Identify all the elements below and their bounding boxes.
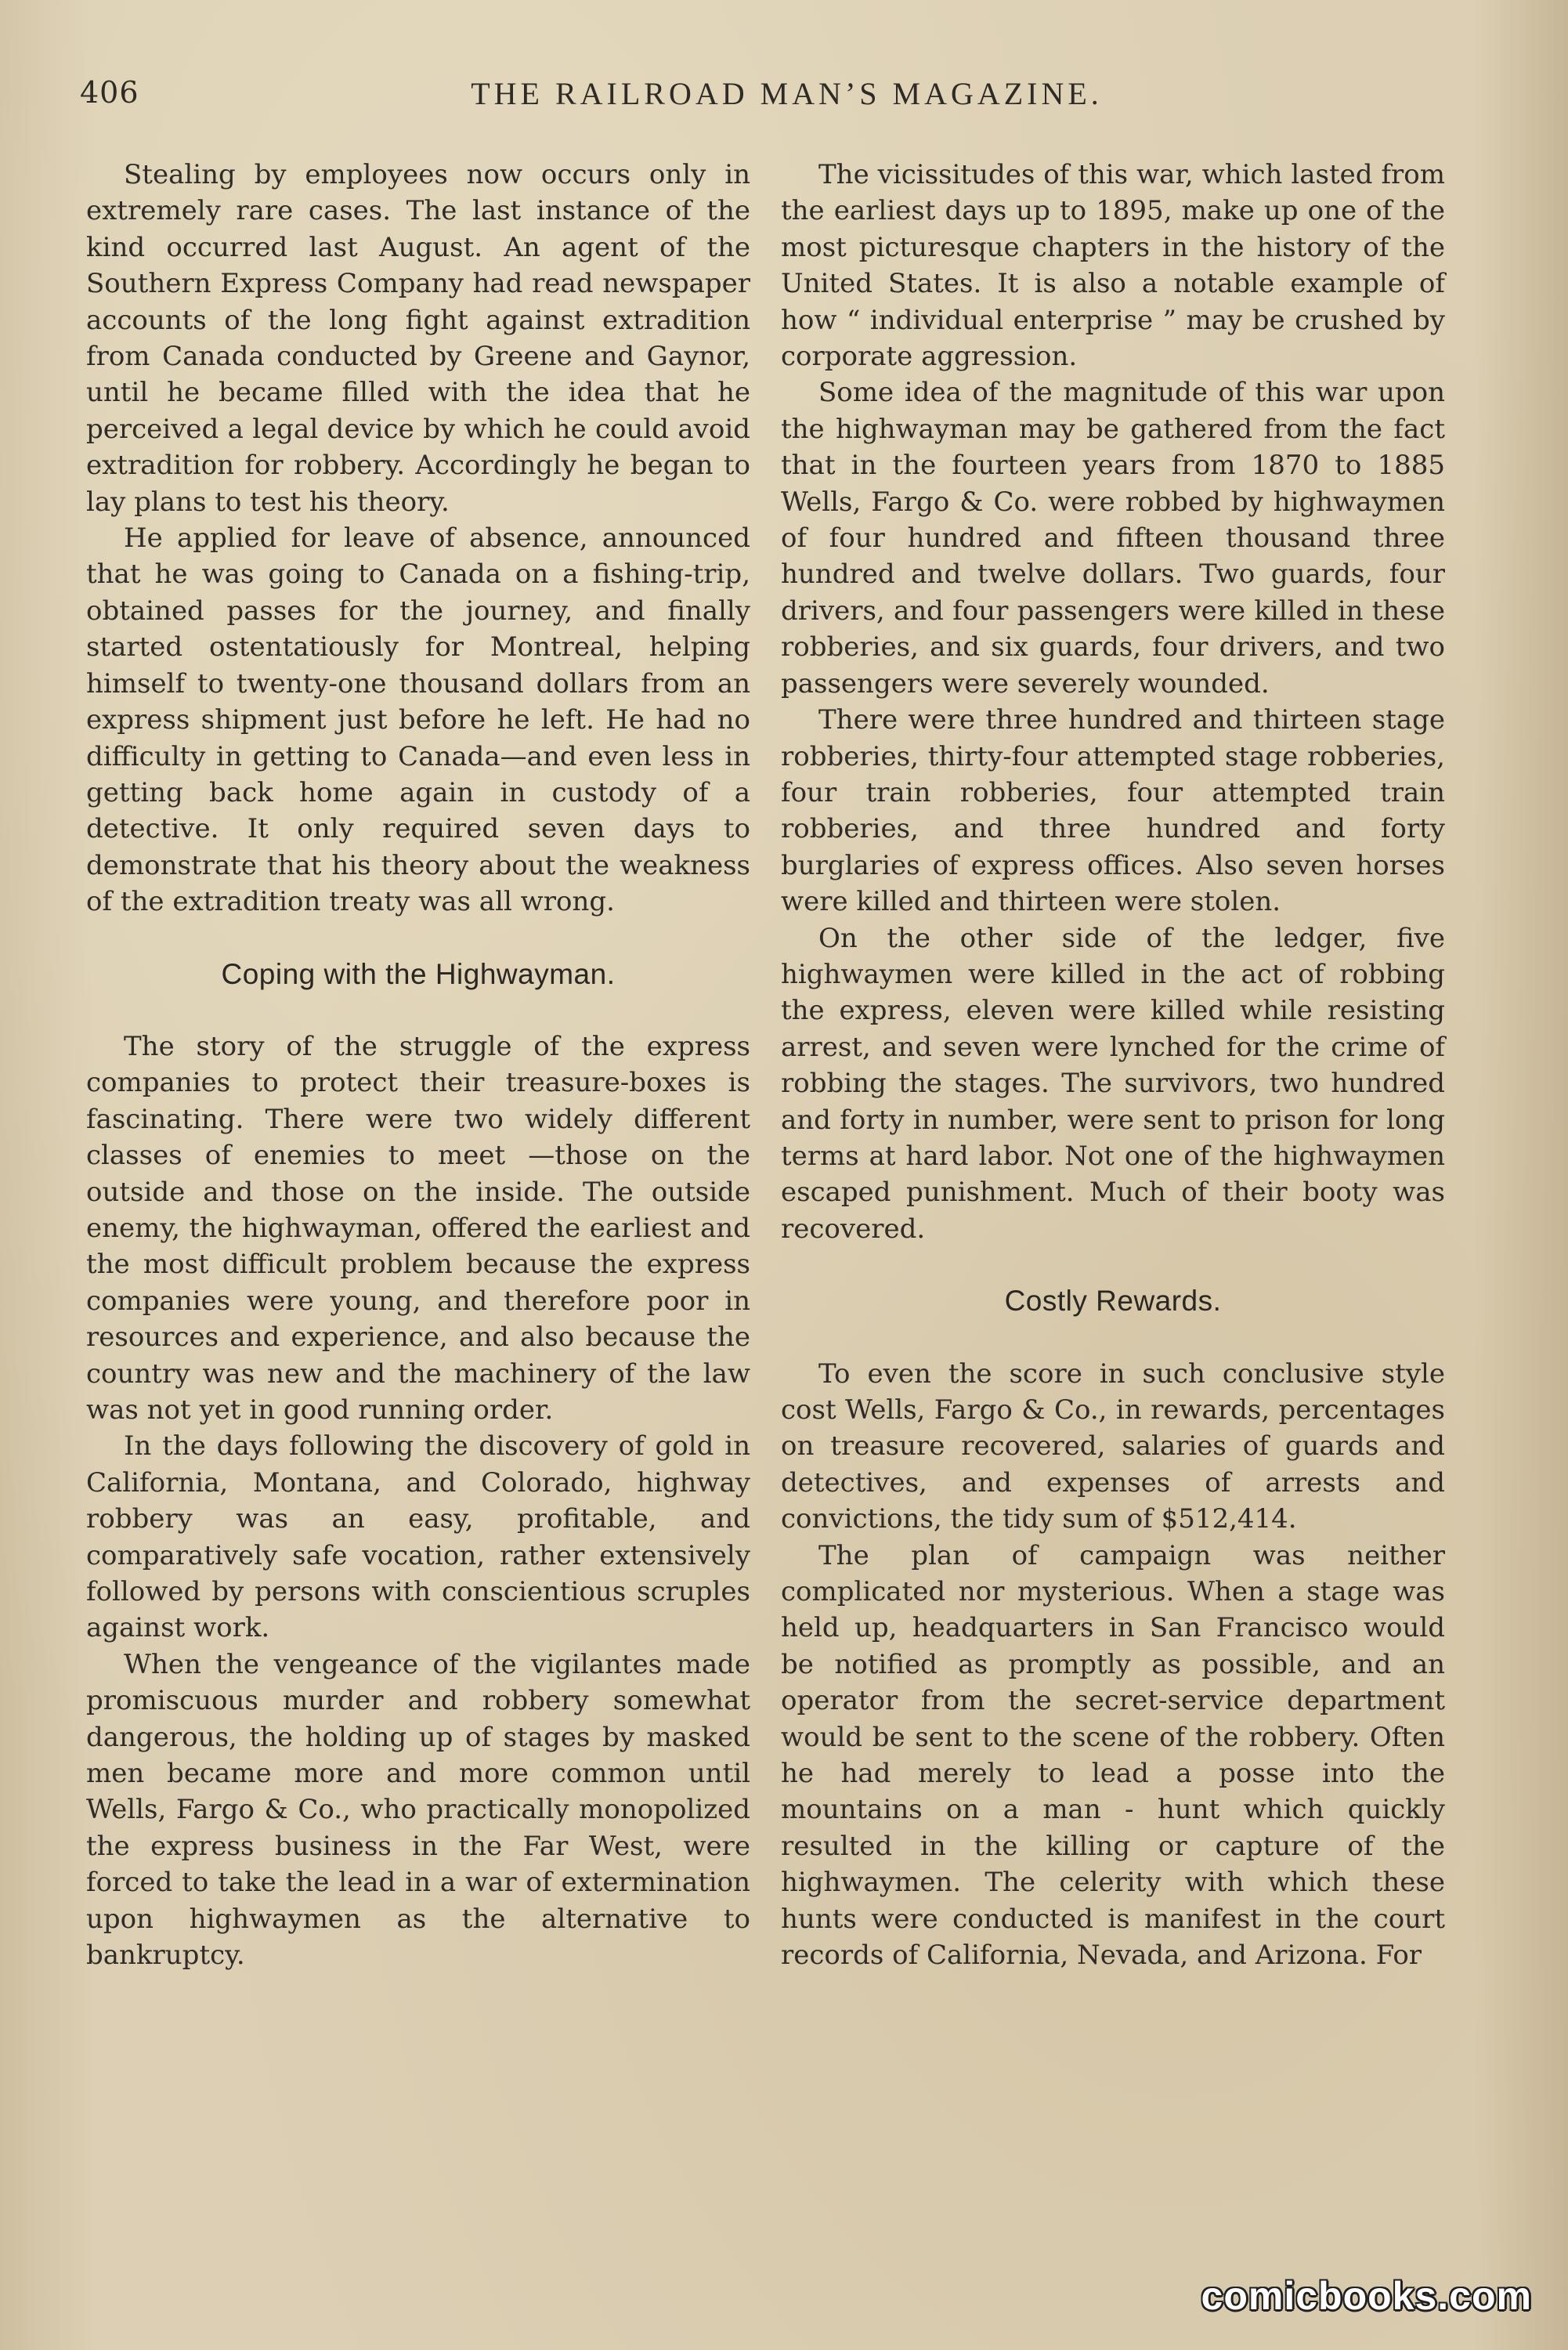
- section-heading: Costly Rewards.: [1004, 1285, 1222, 1318]
- body-paragraph: There were three hundred and thirteen stage robberies, thirty-four attempted stage robberies, four train robberies, four attempted train robberies, and three hundred and forty burglaries of express offices. Also seven horses were killed and thirteen were stolen.: [781, 704, 1445, 918]
- right-column: [781, 157, 1445, 1974]
- section-heading: Coping with the Highwayman.: [221, 957, 616, 990]
- body-paragraph: The vicissitudes of this war, which lasted from the earliest days up to 1895, make up one of the most picturesque chapters in the history of the United States. It is also a notable example of how “ individual enterprise ” may be crushed by corporate aggression.: [781, 159, 1445, 373]
- body-paragraph: On the other side of the ledger, five highwaymen were killed in the act of robbing the express, eleven were killed while resisting arrest, and seven were lynched for the crime of robbing the stages. The survivors, two hundred and forty in number, were sent to prison for long terms at hard labor. Not one of the highwaymen escaped punishment. Much of their booty was recovered.: [781, 922, 1445, 1245]
- body-paragraph: Some idea of the magnitude of this war upon the highwayman may be gathered from the fact that in the fourteen years from 1870 to 1885 Wells, Fargo & Co. were robbed by highwaymen of four hundred and fifteen thousand three hundred and twelve dollars. Two guards, four drivers, and four passengers were killed in these robberies, and six guards, four drivers, and two passengers were severely wounded.: [781, 377, 1445, 700]
- body-paragraph: He applied for leave of absence, announced that he was going to Canada on a fishing-trip, obtained passes for the journey, and finally started ostentatiously for Montreal, helping himself to twenty-one thousand dollars from an express shipment just before he left. He had no difficulty in getting to Canada—and even less in getting back home again in custody of a detective. It only required seven days to demonstrate that his theory about the weakness of the extradition treaty was all wrong.: [86, 522, 750, 918]
- body-paragraph: To even the score in such conclusive style cost Wells, Fargo & Co., in rewards, percentages on treasure recovered, salaries of guards and detectives, and expenses of arrests and convictions, the tidy sum of $512,414.: [781, 1358, 1445, 1535]
- running-title: THE RAILROAD MAN’S MAGAZINE.: [471, 76, 1103, 111]
- body-paragraph: In the days following the discovery of gold in California, Montana, and Colorado, highway robbery was an easy, profitable, and comparatively safe vocation, rather extensively followed by persons with conscientious scruples against work.: [86, 1430, 750, 1644]
- source-watermark: comicbooks.com: [1201, 2274, 1532, 2318]
- body-paragraph: The plan of campaign was neither complicated nor mysterious. When a stage was held up, headquarters in San Francisco would be notified as promptly as possible, and an operator from the secret-service department would be sent to the scene of the robbery. Often he had merely to lead a posse into the mountains on a man - hunt which quickly resulted in the killing or capture of the highwaymen. The celerity with which these hunts were conducted is manifest in the court records of California, Nevada, and Arizona. For: [781, 1539, 1445, 1972]
- page-header: [80, 75, 1447, 130]
- body-paragraph: The story of the struggle of the express companies to protect their treasure-boxes is fascinating. There were two widely different classes of enemies to meet —those on the outside and those on the inside. The outside enemy, the highwayman, offered the earliest and the most difficult problem because the express companies were young, and therefore poor in resources and experience, and also because the country was new and the machinery of the law was not yet in good running order.: [86, 1030, 750, 1426]
- body-paragraph: Stealing by employees now occurs only in extremely rare cases. The last instance of the kind occurred last August. An agent of the Southern Express Company had read newspaper accounts of the long fight against extradition from Canada conducted by Greene and Gaynor, until he became filled with the idea that he perceived a legal device by which he could avoid extradition for robbery. Accordingly he began to lay plans to test his theory.: [86, 159, 750, 518]
- left-column: [86, 157, 750, 1974]
- page-number: 406: [80, 75, 139, 110]
- body-paragraph: When the vengeance of the vigilantes made promiscuous murder and robbery somewhat dangerous, the holding up of stages by masked men became more and more common until Wells, Fargo & Co., who practically monopolized the express business in the Far West, were forced to take the lead in a war of extermination upon highwaymen as the alternative to bankruptcy.: [86, 1648, 750, 1972]
